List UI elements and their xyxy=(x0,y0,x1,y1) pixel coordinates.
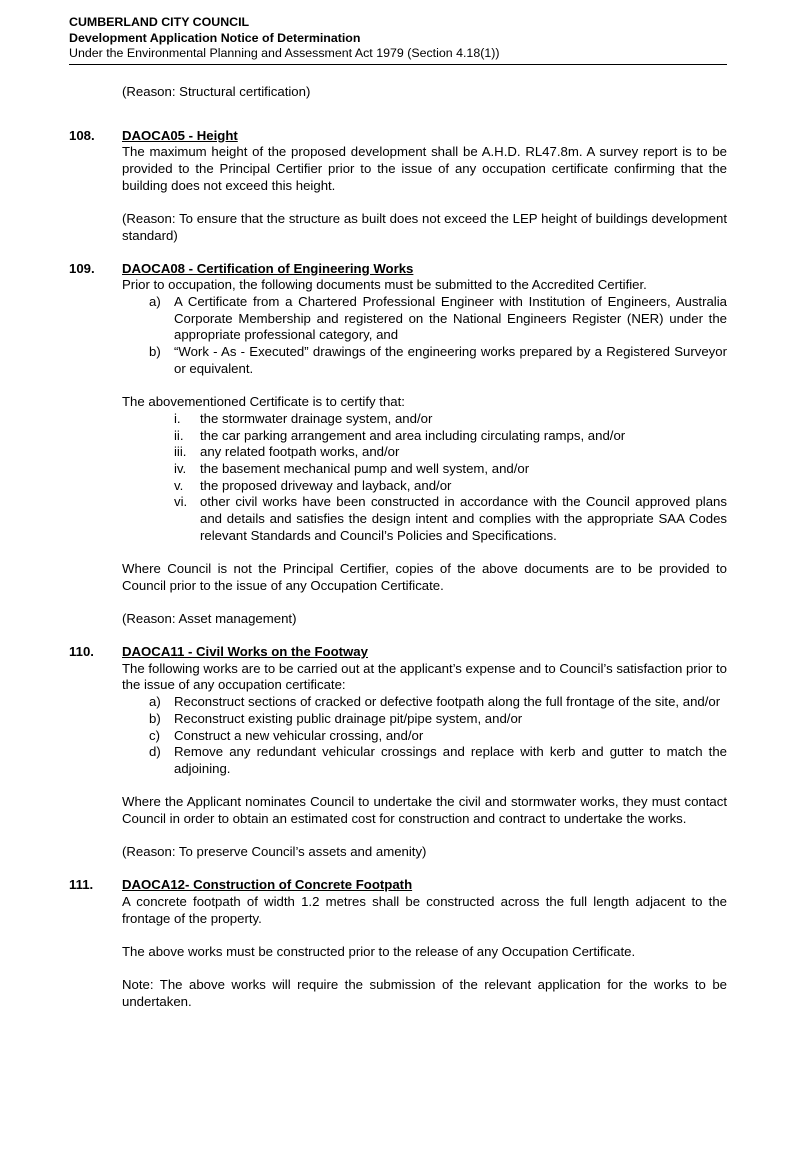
list-text: Remove any redundant vehicular crossings and replace with kerb and gutter to match the adjoining. xyxy=(174,744,727,776)
where-clause: Where Council is not the Principal Certifier, copies of the above documents are to be provided to Council prior to the issue of any Occupation Certificate. xyxy=(122,561,727,593)
where-clause: Where the Applicant nominates Council to undertake the civil and stormwater works, they must contact Council in order to obtain an estimated cost for construction and contract to undertake the works. xyxy=(122,794,727,827)
condition-title: DAOCA11 - Civil Works on the Footway xyxy=(122,644,368,660)
list-marker: d) xyxy=(149,744,161,760)
list-text: Construct a new vehicular crossing, and/or xyxy=(174,727,424,743)
condition-108 xyxy=(69,128,727,245)
condition-body: The maximum height of the proposed development shall be A.H.D. RL47.8m. A survey report is to be provided to the Principal Certifier prior to the issue of any occupation certificate confirming that the building does not exceed this height. xyxy=(122,144,727,193)
condition-intro: The following works are to be carried out at the applicant’s expense and to Council’s satisfaction prior to the issue of any occupation certificate: xyxy=(122,660,728,693)
condition-reason: (Reason: To ensure that the structure as built does not exceed the LEP height of buildings development standard) xyxy=(122,211,727,243)
condition-110 xyxy=(69,644,727,861)
list-text: the car parking arrangement and area including circulating ramps, and/or xyxy=(200,427,626,443)
condition-title: DAOCA05 - Height xyxy=(122,127,238,143)
document-list xyxy=(122,294,727,378)
condition-reason: (Reason: To preserve Council’s assets and amenity) xyxy=(122,844,427,860)
list-marker: b) xyxy=(149,710,161,726)
list-item xyxy=(122,294,727,344)
document-body xyxy=(69,84,727,1027)
list-marker: c) xyxy=(149,727,160,743)
list-item xyxy=(122,711,727,728)
condition-note: Note: The above works will require the submission of the relevant application for the works to be undertaken. xyxy=(122,977,727,1010)
page-header xyxy=(69,15,727,65)
list-item xyxy=(122,478,727,495)
list-marker: iv. xyxy=(174,461,187,477)
condition-number: 109. xyxy=(69,260,95,276)
list-item xyxy=(122,344,727,377)
list-text: A Certificate from a Chartered Professional Engineer with Institution of Engineers, Australia Corporate Membership and registered on the National Engineers Register (NER) under the appropriate professional category, and xyxy=(174,294,727,343)
list-text: the basement mechanical pump and well system, and/or xyxy=(200,461,530,477)
act-reference: Under the Environmental Planning and Assessment Act 1979 (Section 4.18(1)) xyxy=(69,46,500,60)
works-list xyxy=(122,694,727,778)
list-item xyxy=(122,728,727,745)
list-text: Reconstruct existing public drainage pit/pipe system, and/or xyxy=(174,710,523,726)
condition-paragraph: The above works must be constructed prior to the release of any Occupation Certificate. xyxy=(122,943,636,959)
condition-reason: (Reason: Asset management) xyxy=(122,611,297,627)
list-marker: b) xyxy=(149,344,161,360)
document-title: Development Application Notice of Determination xyxy=(69,30,361,45)
condition-number: 110. xyxy=(69,644,94,660)
list-item xyxy=(122,694,727,711)
certificate-intro: The abovementioned Certificate is to certify that: xyxy=(122,394,405,410)
list-item xyxy=(122,428,727,445)
list-text: “Work - As - Executed” drawings of the engineering works prepared by a Registered Surveyor or equivalent. xyxy=(174,344,727,376)
condition-111 xyxy=(69,877,727,1011)
list-text: the proposed driveway and layback, and/or xyxy=(200,477,452,493)
condition-109 xyxy=(69,261,727,628)
list-item xyxy=(122,494,727,544)
list-item xyxy=(122,744,727,777)
list-marker: a) xyxy=(149,294,161,310)
list-marker: ii. xyxy=(174,427,184,443)
list-marker: i. xyxy=(174,410,181,426)
condition-title: DAOCA12- Construction of Concrete Footpath xyxy=(122,877,413,893)
list-item xyxy=(122,411,727,428)
list-text: any related footpath works, and/or xyxy=(200,444,400,460)
condition-intro: Prior to occupation, the following documents must be submitted to the Accredited Certifier. xyxy=(122,277,647,293)
list-marker: v. xyxy=(174,477,184,493)
list-marker: iii. xyxy=(174,444,187,460)
list-text: Reconstruct sections of cracked or defective footpath along the full frontage of the site, and/or xyxy=(174,694,721,710)
list-text: the stormwater drainage system, and/or xyxy=(200,410,433,426)
list-item xyxy=(122,444,727,461)
list-marker: vi. xyxy=(174,494,188,510)
list-text: other civil works have been constructed in accordance with the Council approved plans and details and satisfies the design intent and complies with the appropriate SAA Codes relevant Standards and Council’s Policies and Specifications. xyxy=(200,494,727,543)
list-marker: a) xyxy=(149,694,161,710)
condition-number: 108. xyxy=(69,127,95,143)
condition-title: DAOCA08 - Certification of Engineering Works xyxy=(122,260,414,276)
list-item xyxy=(122,461,727,478)
condition-body: A concrete footpath of width 1.2 metres shall be constructed across the full length adjacent to the frontage of the property. xyxy=(122,893,727,926)
council-name: CUMBERLAND CITY COUNCIL xyxy=(69,15,250,29)
condition-number: 111. xyxy=(69,877,94,893)
certification-list xyxy=(122,411,727,545)
previous-condition-reason: (Reason: Structural certification) xyxy=(122,84,311,99)
